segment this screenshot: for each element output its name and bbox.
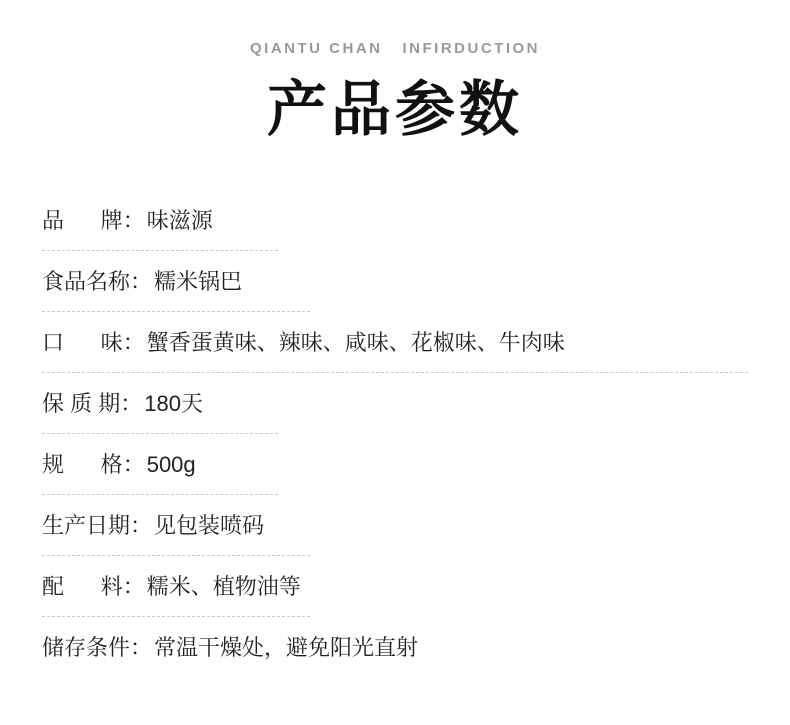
page-header — [0, 0, 790, 145]
spec-value: 180天 — [144, 391, 203, 416]
spec-row — [42, 373, 748, 434]
spec-value: 糯米锅巴 — [154, 269, 243, 294]
spec-label: 口 味 — [42, 330, 123, 355]
spec-row — [42, 617, 748, 678]
spec-label: 品 牌 — [42, 208, 123, 233]
spec-value: 糯米、植物油等 — [146, 574, 301, 599]
spec-colon: ： — [122, 208, 145, 233]
spec-value: 蟹香蛋黄味、辣味、咸味、花椒味、牛肉味 — [146, 330, 565, 355]
spec-row — [42, 312, 748, 373]
spec-row — [42, 251, 748, 312]
spec-label: 生产日期 — [42, 513, 131, 538]
specification-list — [0, 190, 790, 678]
spec-value: 常温干燥处，避免阳光直射 — [154, 635, 419, 660]
spec-value: 500g — [146, 452, 196, 477]
spec-row — [42, 495, 748, 556]
spec-label: 储存条件 — [42, 635, 131, 660]
spec-colon: ： — [122, 574, 145, 599]
spec-value: 见包装喷码 — [154, 513, 265, 538]
spec-row — [42, 434, 748, 495]
spec-label: 配 料 — [42, 574, 123, 599]
spec-colon: ： — [120, 391, 143, 416]
spec-row — [42, 556, 748, 617]
spec-value: 味滋源 — [146, 208, 213, 233]
spec-colon: ： — [130, 269, 153, 294]
spec-label: 规 格 — [42, 452, 123, 477]
spec-row — [42, 190, 748, 251]
page-eyebrow-text: QIANTU CHAN INFIRDUCTION — [250, 40, 540, 57]
spec-label: 保 质 期 — [42, 391, 121, 416]
spec-colon: ： — [130, 635, 153, 660]
spec-colon: ： — [122, 330, 145, 355]
page-title: 产品参数 — [267, 75, 523, 145]
spec-label: 食品名称 — [42, 269, 131, 294]
spec-colon: ： — [122, 452, 145, 477]
spec-colon: ： — [130, 513, 153, 538]
